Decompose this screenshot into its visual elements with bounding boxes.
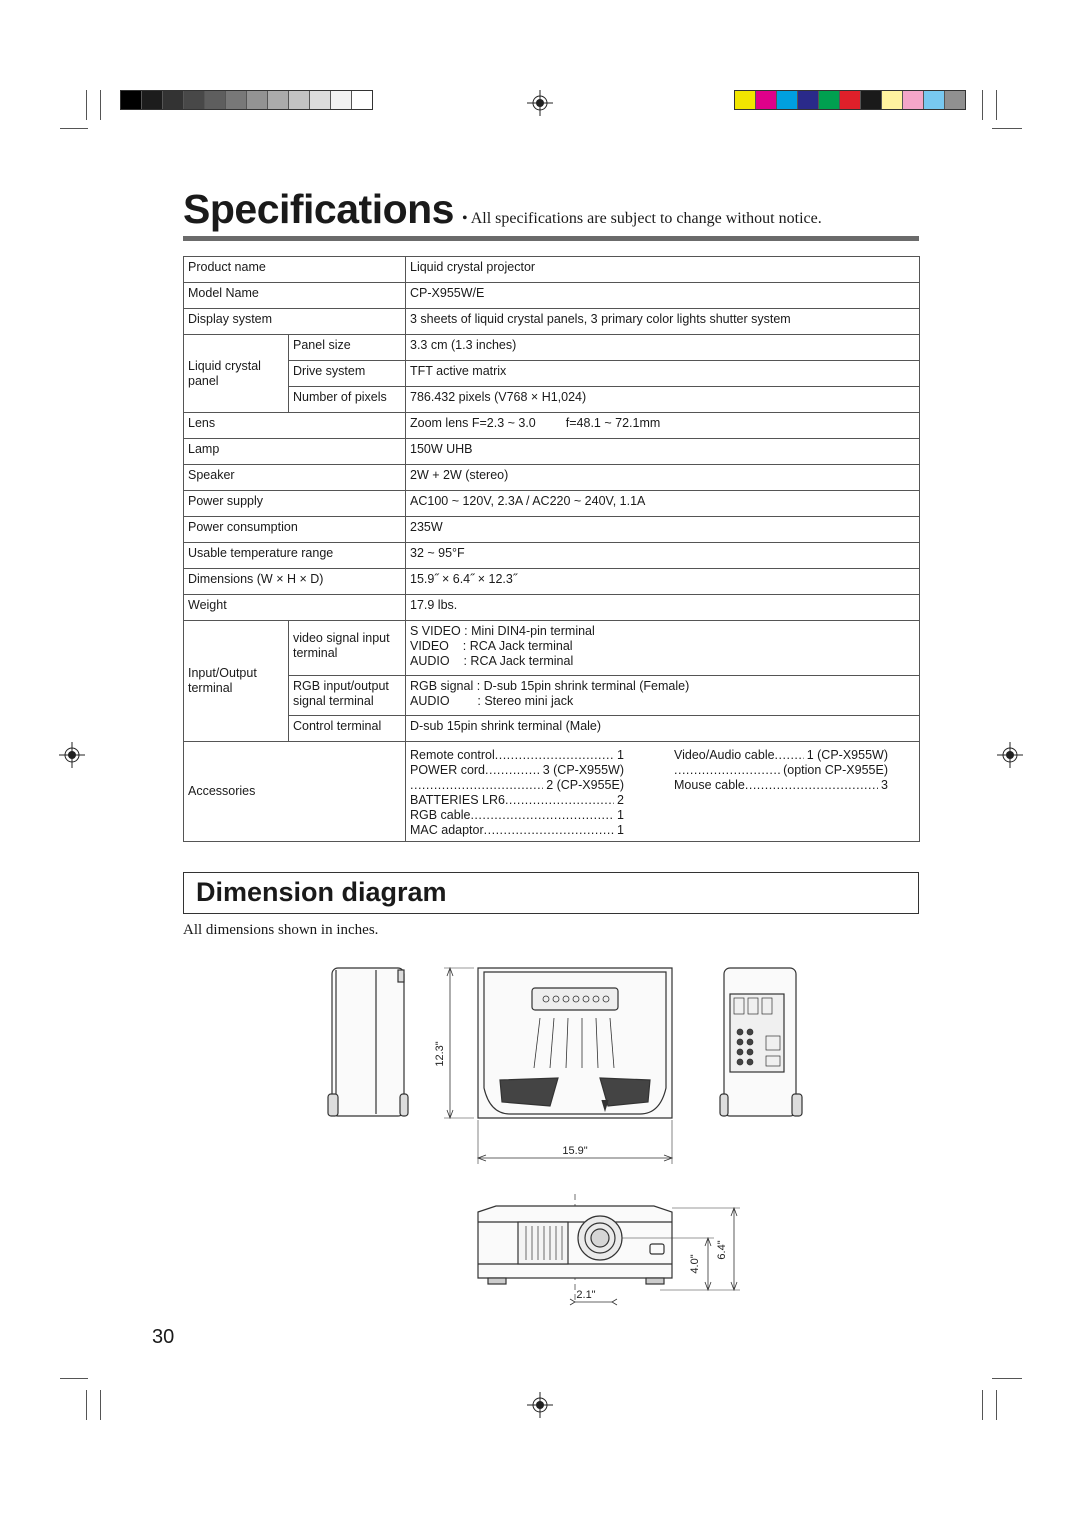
spec-value: 3 sheets of liquid crystal panels, 3 primary color lights shutter system	[406, 309, 920, 335]
accessory-item: BATTERIES LR6 ..... 2	[410, 793, 624, 808]
spec-label: Liquid crystal panel	[184, 335, 289, 413]
registration-target	[59, 742, 85, 768]
color-swatch	[331, 91, 352, 109]
depth-label: 12.3"	[434, 1041, 446, 1067]
spec-label: Display system	[184, 309, 406, 335]
spec-sublabel: Drive system	[289, 361, 406, 387]
color-swatch	[798, 91, 819, 109]
lens-height-label: 4.0"	[689, 1254, 701, 1274]
spec-table	[183, 256, 920, 842]
page-title: Specifications	[183, 186, 454, 232]
spec-label: Accessories	[184, 742, 406, 842]
spec-sublabel: Number of pixels	[289, 387, 406, 413]
spec-sublabel: Control terminal	[289, 716, 406, 742]
table-row	[184, 309, 920, 335]
spec-value: 235W	[406, 517, 920, 543]
table-row	[184, 595, 920, 621]
spec-value	[406, 676, 920, 716]
top-view	[478, 968, 672, 1118]
side-view-left	[328, 968, 408, 1116]
color-swatch	[819, 91, 840, 109]
spec-sublabel: video signal input terminal	[289, 621, 406, 676]
spec-value	[406, 413, 920, 439]
spec-label: Power consumption	[184, 517, 406, 543]
spec-label: Product name	[184, 257, 406, 283]
crop-mark	[996, 1390, 997, 1420]
crop-mark	[60, 1378, 88, 1379]
color-bar	[734, 90, 966, 110]
spec-label: Dimensions (W × H × D)	[184, 569, 406, 595]
crop-mark	[100, 90, 101, 120]
lens-zoom: Zoom lens F=2.3 ~ 3.0	[410, 416, 536, 430]
table-row	[184, 413, 920, 439]
spec-sublabel: Panel size	[289, 335, 406, 361]
accessory-item: ..... 2 (CP-X955E)	[410, 778, 624, 793]
color-swatch	[840, 91, 861, 109]
table-row	[184, 676, 920, 716]
section-heading	[183, 872, 919, 914]
crop-mark	[86, 1390, 87, 1420]
video-line: VIDEO : RCA Jack terminal	[410, 639, 573, 653]
spec-value: 786.432 pixels (V768 × H1,024)	[406, 387, 920, 413]
color-swatch	[924, 91, 945, 109]
spec-label: Input/Output terminal	[184, 621, 289, 742]
color-swatch	[352, 91, 372, 109]
table-row	[184, 742, 920, 842]
table-row	[184, 439, 920, 465]
spec-label: Model Name	[184, 283, 406, 309]
spec-value: CP-X955W/E	[406, 283, 920, 309]
accessories-right	[674, 748, 888, 838]
front-view	[478, 1194, 740, 1305]
accessory-item: Mouse cable ..... 3	[674, 778, 888, 793]
table-row	[184, 621, 920, 676]
spec-label: Usable temperature range	[184, 543, 406, 569]
spec-value: 17.9 lbs.	[406, 595, 920, 621]
table-row	[184, 283, 920, 309]
spec-value: D-sub 15pin shrink terminal (Male)	[406, 716, 920, 742]
crop-mark	[992, 128, 1022, 129]
color-swatch	[945, 91, 965, 109]
video-line: S VIDEO : Mini DIN4-pin terminal	[410, 624, 595, 638]
color-swatch	[882, 91, 903, 109]
table-row	[184, 465, 920, 491]
table-row	[184, 361, 920, 387]
dimension-drawing	[320, 960, 810, 1310]
title-note: • All specifications are subject to change without notice.	[462, 210, 822, 227]
color-swatch	[861, 91, 882, 109]
spec-value	[406, 621, 920, 676]
table-row	[184, 335, 920, 361]
crop-mark	[992, 1378, 1022, 1379]
accessory-item: Remote control ..... 1	[410, 748, 624, 763]
accessory-item: POWER cord ..... 3 (CP-X955W)	[410, 763, 624, 778]
spec-value	[406, 742, 920, 842]
grayscale-bar	[120, 90, 373, 110]
video-line: AUDIO : RCA Jack terminal	[410, 654, 574, 668]
color-swatch	[268, 91, 289, 109]
table-row	[184, 569, 920, 595]
crop-mark	[982, 1390, 983, 1420]
width-label: 15.9"	[562, 1145, 588, 1157]
table-row	[184, 543, 920, 569]
crop-mark	[996, 90, 997, 120]
color-swatch	[310, 91, 331, 109]
spec-label: Weight	[184, 595, 406, 621]
spec-value: 3.3 cm (1.3 inches)	[406, 335, 920, 361]
color-swatch	[226, 91, 247, 109]
height-label: 6.4"	[716, 1240, 728, 1260]
color-swatch	[163, 91, 184, 109]
section-heading-text: Dimension diagram	[196, 877, 447, 907]
color-swatch	[205, 91, 226, 109]
accessory-item: ..... (option CP-X955E)	[674, 763, 888, 778]
table-row	[184, 387, 920, 413]
lens-offset-label: 2.1"	[576, 1289, 596, 1301]
color-swatch	[247, 91, 268, 109]
page-number: 30	[152, 1326, 175, 1348]
side-view-right	[720, 968, 802, 1116]
spec-value: 32 ~ 95°F	[406, 543, 920, 569]
lens-focal: f=48.1 ~ 72.1mm	[565, 416, 661, 430]
color-swatch	[184, 91, 205, 109]
accessories-left	[410, 748, 624, 838]
spec-label: Power supply	[184, 491, 406, 517]
spec-value: Liquid crystal projector	[406, 257, 920, 283]
crop-mark	[100, 1390, 101, 1420]
spec-label: Speaker	[184, 465, 406, 491]
spec-value: 15.9˝ × 6.4˝ × 12.3˝	[406, 569, 920, 595]
spec-value: 2W + 2W (stereo)	[406, 465, 920, 491]
accessories-list	[410, 748, 915, 838]
rgb-line: RGB signal : D-sub 15pin shrink terminal (Female)	[410, 679, 690, 693]
spec-value: 150W UHB	[406, 439, 920, 465]
table-row	[184, 716, 920, 742]
accessory-item: MAC adaptor ..... 1	[410, 823, 624, 838]
spec-value: AC100 ~ 120V, 2.3A / AC220 ~ 240V, 1.1A	[406, 491, 920, 517]
registration-target	[997, 742, 1023, 768]
title-rule	[183, 236, 919, 241]
registration-target	[527, 1392, 553, 1418]
title-row	[183, 186, 919, 242]
color-swatch	[735, 91, 756, 109]
table-row	[184, 491, 920, 517]
color-swatch	[289, 91, 310, 109]
spec-sublabel: RGB input/output signal terminal	[289, 676, 406, 716]
color-swatch	[121, 91, 142, 109]
crop-mark	[86, 90, 87, 120]
color-swatch	[142, 91, 163, 109]
color-swatch	[777, 91, 798, 109]
spec-value: TFT active matrix	[406, 361, 920, 387]
table-row	[184, 517, 920, 543]
crop-mark	[60, 128, 88, 129]
spec-label: Lamp	[184, 439, 406, 465]
accessory-item: Video/Audio cable ..... 1 (CP-X955W)	[674, 748, 888, 763]
color-swatch	[903, 91, 924, 109]
dimension-note: All dimensions shown in inches.	[183, 922, 379, 938]
rgb-line: AUDIO : Stereo mini jack	[410, 694, 574, 708]
table-row	[184, 257, 920, 283]
registration-target	[527, 90, 553, 116]
accessory-item: RGB cable ..... 1	[410, 808, 624, 823]
color-swatch	[756, 91, 777, 109]
crop-mark	[982, 90, 983, 120]
spec-label: Lens	[184, 413, 406, 439]
